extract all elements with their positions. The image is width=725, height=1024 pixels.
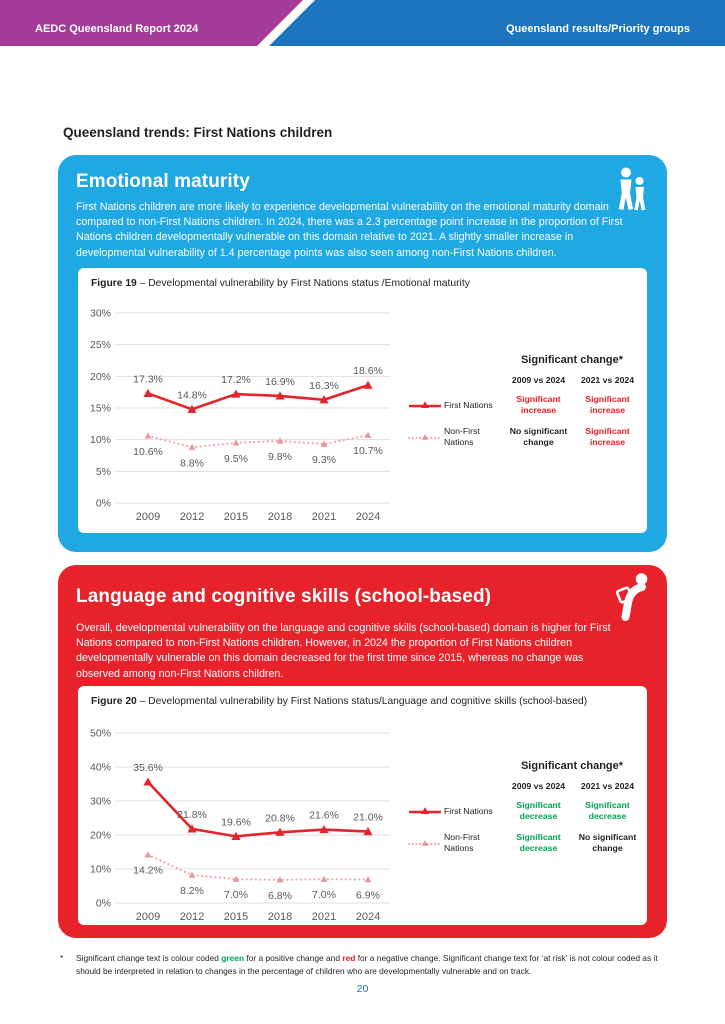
svg-text:21.6%: 21.6% [309,809,339,822]
sig-change-cell: No significant change [509,425,568,447]
footnote-green-word: green [221,953,245,963]
svg-text:20.8%: 20.8% [265,812,295,825]
sig-table-grid [408,781,642,854]
svg-text:2024: 2024 [355,911,381,923]
svg-text:25%: 25% [89,339,111,352]
legend-key [408,399,444,411]
sig-column-header: 2021 vs 2024 [580,375,635,385]
svg-text:17.3%: 17.3% [133,373,163,386]
legend-key [408,431,444,443]
svg-text:9.3%: 9.3% [312,454,336,467]
footnote-red-word: red [342,953,356,963]
svg-text:7.0%: 7.0% [312,889,336,902]
figure-caption [91,278,470,289]
sig-change-cell: Significant increase [585,425,630,447]
svg-text:8.8%: 8.8% [180,457,204,470]
footnote-text: Significant change text is colour coded green for a positive change and red for a negative change. Significant change text for ‘at risk’ is not colour coded as it should be interpreted in relation to changes in the percentage of children who are developmentally vulnerable and on track. [76,953,658,977]
svg-text:10%: 10% [89,434,111,447]
svg-text:30%: 30% [89,795,111,808]
figure-caption-text: – Developmental vulnerability by First Nations status /Emotional maturity [136,278,470,289]
significant-change-table [408,354,642,448]
series-label: First Nations [444,805,493,816]
footnote-marker: * [60,953,64,963]
sig-change-cell: Significant increase [585,394,630,416]
panel-heading: Language and cognitive skills (school-based) [76,586,492,607]
header-bar [0,0,725,46]
svg-text:2018: 2018 [267,911,293,923]
sig-table-title: Significant change* [520,760,624,772]
svg-text:2015: 2015 [223,511,249,523]
footnote [60,952,678,978]
legend-key [408,805,444,817]
svg-text:21.8%: 21.8% [177,808,207,821]
svg-text:10%: 10% [89,863,111,876]
svg-text:50%: 50% [89,727,111,740]
svg-text:40%: 40% [89,761,111,774]
sig-change-cell: Significant increase [516,394,561,416]
panel-paragraph: Overall, developmental vulnerability on the language and cognitive skills (school-based) domain is higher for First Nations compared to non-First Nations children. However, in 2024 the proportion of First Nations children developmentally vulnerable on this domain decreased for the first time since 2015, whereas no change was observed among non-First Nations children. [76,622,611,680]
panel-paragraph: First Nations children are more likely to experience developmental vulnerability on the emotional maturity domain compared to non-First Nations children. In 2024, there was a 2.3 percentage point increase in the proportion of First Nations children developmentally vulnerable on this domain relative to 2021. A slightly smaller increase in developmental vulnerability of 1.4 percentage points was also seen among non-First Nations children. [76,201,623,259]
svg-text:20%: 20% [89,370,111,383]
svg-text:6.8%: 6.8% [268,889,292,902]
svg-text:2021: 2021 [311,911,337,923]
figure-label: Figure 19 [91,278,137,289]
svg-text:35.6%: 35.6% [133,761,163,774]
sig-change-cell: No significant change [578,831,637,853]
series-label: Non-First Nations [444,831,480,853]
svg-text:9.8%: 9.8% [268,450,292,463]
svg-text:10.6%: 10.6% [133,445,163,458]
svg-text:14.8%: 14.8% [177,389,207,402]
sig-column-header: 2009 vs 2024 [511,375,566,385]
legend-key [408,837,444,849]
section-title: Queensland results/Priority groups [506,23,690,35]
svg-text:2012: 2012 [179,511,205,523]
sig-column-header: 2021 vs 2024 [580,781,635,791]
svg-text:30%: 30% [89,307,111,320]
svg-text:17.2%: 17.2% [221,374,251,387]
svg-text:16.9%: 16.9% [265,375,295,388]
non-first-nations-line-key-icon [408,431,442,443]
page-title: Queensland trends: First Nations children [63,125,333,140]
series-label: First Nations [444,399,493,410]
svg-text:2012: 2012 [179,911,205,923]
emotional-maturity-panel [58,155,667,552]
svg-text:21.0%: 21.0% [353,811,383,824]
svg-text:2015: 2015 [223,911,249,923]
svg-text:18.6%: 18.6% [353,365,383,378]
page-number: 20 [356,983,369,995]
sig-table-title: Significant change* [520,354,624,366]
svg-text:7.0%: 7.0% [224,889,248,902]
svg-text:2021: 2021 [311,511,337,523]
svg-text:19.6%: 19.6% [221,816,251,829]
first-nations-line-key-icon [408,805,442,817]
panel-heading: Emotional maturity [76,171,250,192]
language-cognitive-panel [58,565,667,938]
svg-text:20%: 20% [89,829,111,842]
significant-change-table [408,760,642,854]
series-label: Non-First Nations [444,425,480,447]
svg-text:10.7%: 10.7% [353,445,383,458]
svg-text:15%: 15% [89,402,111,415]
svg-text:2024: 2024 [355,511,381,523]
non-first-nations-line-key-icon [408,837,442,849]
svg-text:2018: 2018 [267,511,293,523]
figure-caption-text: – Developmental vulnerability by First Nations status/Language and cognitive skills (school-based) [136,696,588,707]
sig-column-header: 2009 vs 2024 [511,781,566,791]
figure-19-card [78,268,647,533]
svg-text:6.9%: 6.9% [356,889,380,902]
svg-text:16.3%: 16.3% [309,379,339,392]
figure-caption [91,696,587,707]
svg-text:0%: 0% [95,897,111,910]
svg-text:8.2%: 8.2% [180,885,204,898]
svg-text:14.2%: 14.2% [133,864,163,877]
sig-change-cell: Significant decrease [585,800,630,822]
figure-20-card [78,686,647,925]
figure-label: Figure 20 [91,696,137,707]
sig-change-cell: Significant decrease [516,831,561,853]
sig-table-grid [408,375,642,448]
svg-text:5%: 5% [95,465,111,478]
sig-change-cell: Significant decrease [516,800,561,822]
svg-text:2009: 2009 [135,911,161,923]
report-title: AEDC Queensland Report 2024 [35,23,199,35]
first-nations-line-key-icon [408,399,442,411]
svg-text:0%: 0% [95,497,111,510]
svg-text:9.5%: 9.5% [224,452,248,465]
svg-text:2009: 2009 [135,511,161,523]
